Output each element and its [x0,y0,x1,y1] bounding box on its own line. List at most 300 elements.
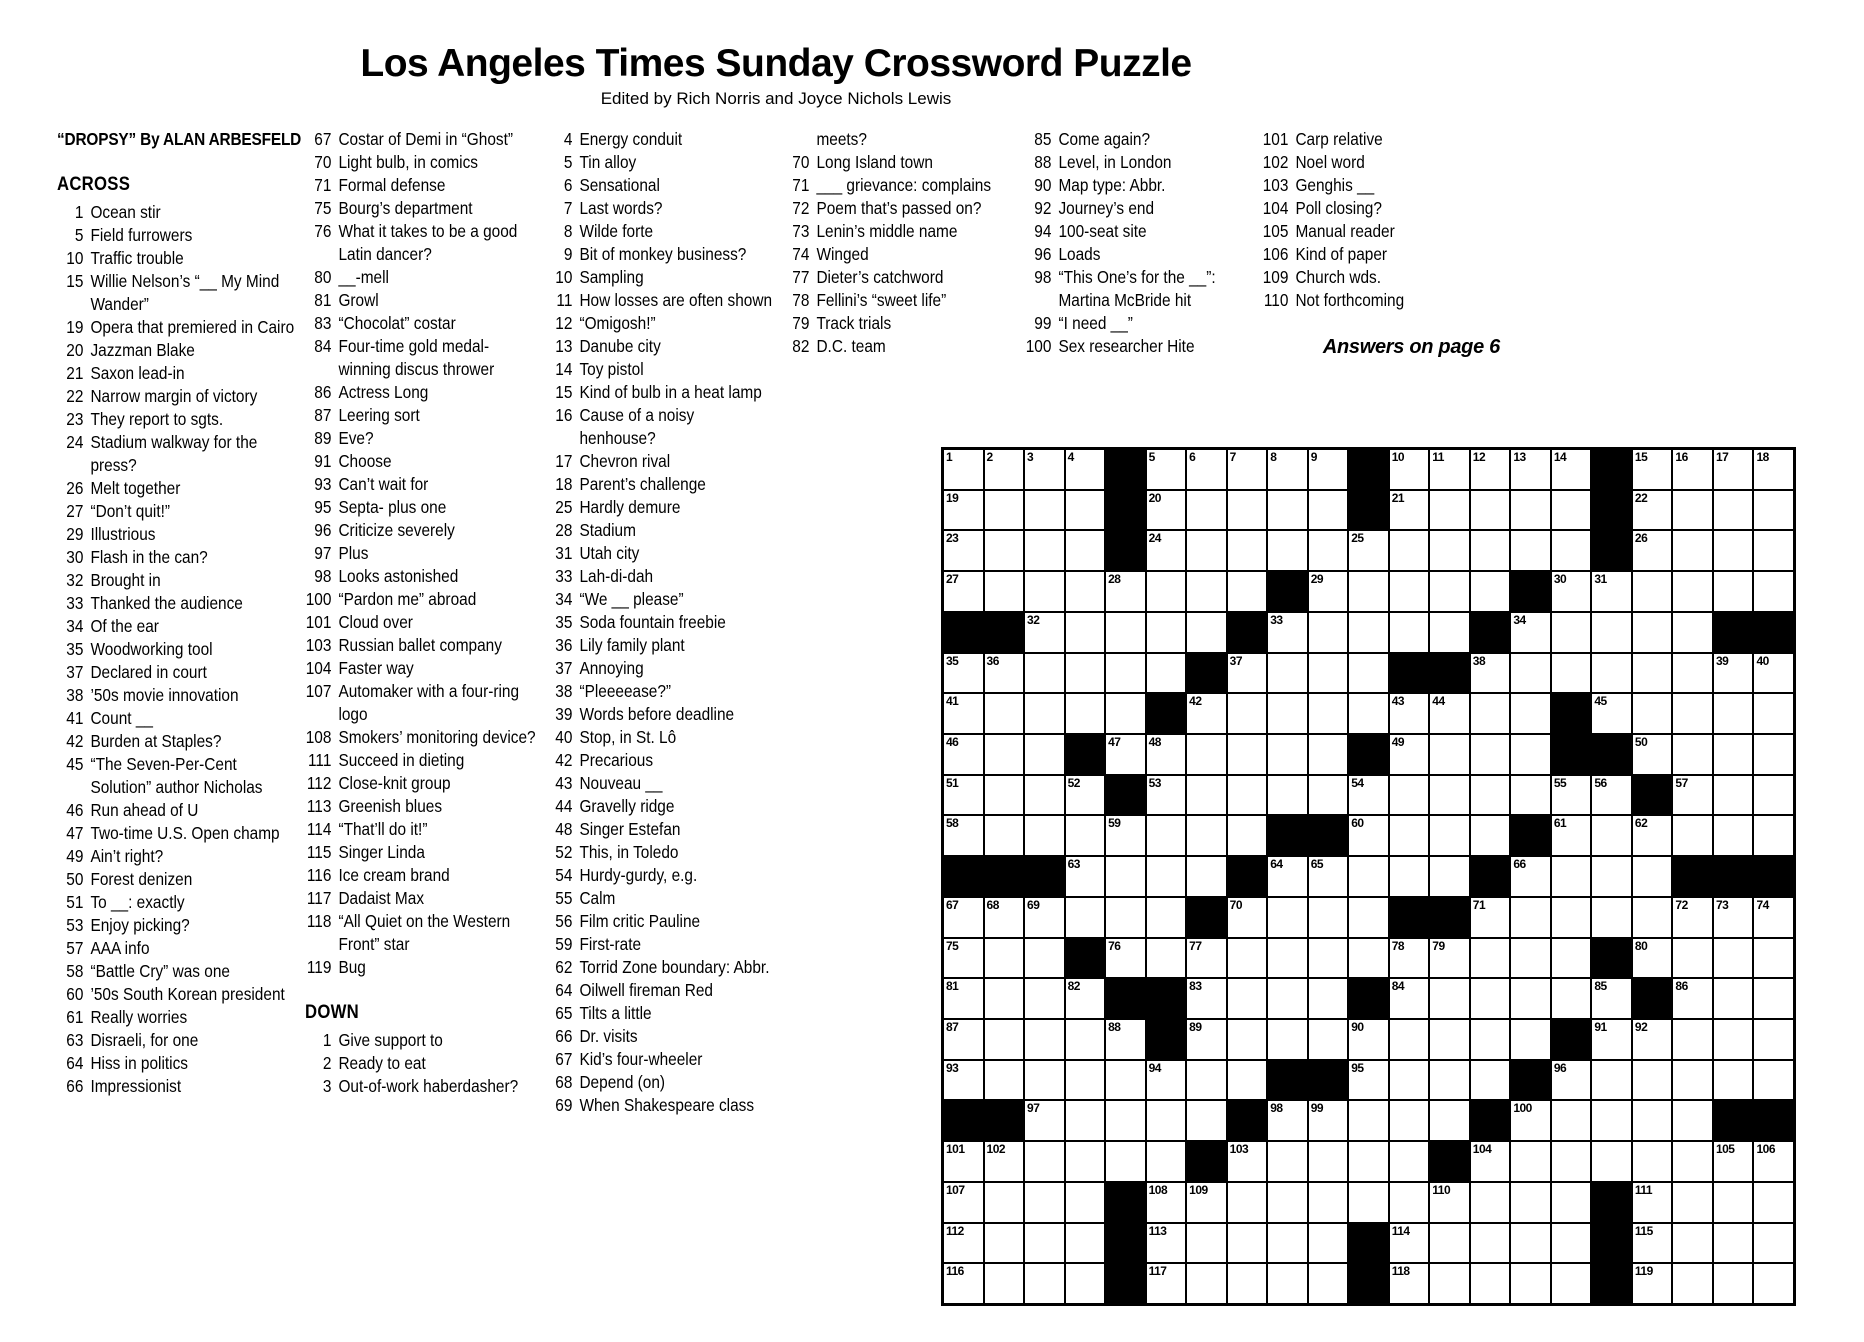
grid-cell[interactable] [1552,1142,1591,1181]
grid-cell[interactable] [1471,1264,1510,1303]
grid-cell[interactable] [1552,1264,1591,1303]
grid-cell[interactable] [1430,816,1469,855]
grid-cell[interactable] [1633,939,1672,978]
grid-cell[interactable] [1268,1224,1307,1263]
grid-cell[interactable] [1673,1183,1712,1222]
grid-cell[interactable] [1349,531,1388,570]
grid-cell[interactable] [1471,898,1510,937]
grid-cell[interactable] [1309,1264,1348,1303]
grid-cell[interactable] [1673,694,1712,733]
grid-cell[interactable] [944,1183,983,1222]
grid-cell[interactable] [1349,1142,1388,1181]
grid-cell[interactable] [1106,654,1145,693]
grid-cell[interactable] [1309,898,1348,937]
grid-cell[interactable] [1430,1264,1469,1303]
grid-cell[interactable] [1754,1183,1793,1222]
grid-cell[interactable] [1147,1224,1186,1263]
grid-cell[interactable] [1592,1020,1631,1059]
grid-cell[interactable] [1471,776,1510,815]
grid-cell[interactable] [1268,1142,1307,1181]
grid-cell[interactable] [1147,450,1186,489]
grid-cell[interactable] [1552,531,1591,570]
grid-cell[interactable] [1390,979,1429,1018]
grid-cell[interactable] [1025,613,1064,652]
grid-cell[interactable] [1430,1101,1469,1140]
grid-cell[interactable] [1187,1224,1226,1263]
grid-cell[interactable] [1430,979,1469,1018]
grid-cell[interactable] [1471,1224,1510,1263]
grid-cell[interactable] [1309,450,1348,489]
grid-cell[interactable] [1066,898,1105,937]
grid-cell[interactable] [1592,572,1631,611]
grid-cell[interactable] [1147,776,1186,815]
grid-cell[interactable] [1673,1061,1712,1100]
grid-cell[interactable] [1349,939,1388,978]
grid-cell[interactable] [1471,939,1510,978]
grid-cell[interactable] [1349,654,1388,693]
grid-cell[interactable] [1430,613,1469,652]
grid-cell[interactable] [1106,1061,1145,1100]
grid-cell[interactable] [1471,979,1510,1018]
grid-cell[interactable] [1673,654,1712,693]
grid-cell[interactable] [1592,898,1631,937]
grid-cell[interactable] [1349,572,1388,611]
grid-cell[interactable] [1147,531,1186,570]
grid-cell[interactable] [1106,613,1145,652]
grid-cell[interactable] [1147,939,1186,978]
grid-cell[interactable] [985,735,1024,774]
grid-cell[interactable] [1754,898,1793,937]
grid-cell[interactable] [1714,654,1753,693]
grid-cell[interactable] [1025,816,1064,855]
grid-cell[interactable] [1147,1142,1186,1181]
grid-cell[interactable] [1592,1142,1631,1181]
grid-cell[interactable] [1673,1020,1712,1059]
grid-cell[interactable] [1552,857,1591,896]
grid-cell[interactable] [1714,1142,1753,1181]
grid-cell[interactable] [1511,1183,1550,1222]
grid-cell[interactable] [944,939,983,978]
grid-cell[interactable] [1754,694,1793,733]
grid-cell[interactable] [944,531,983,570]
grid-cell[interactable] [1268,939,1307,978]
grid-cell[interactable] [1025,450,1064,489]
grid-cell[interactable] [1754,816,1793,855]
grid-cell[interactable] [1754,531,1793,570]
grid-cell[interactable] [1025,939,1064,978]
grid-cell[interactable] [1471,816,1510,855]
grid-cell[interactable] [1754,491,1793,530]
grid-cell[interactable] [1066,1183,1105,1222]
grid-cell[interactable] [1430,776,1469,815]
grid-cell[interactable] [1309,979,1348,1018]
grid-cell[interactable] [1309,1142,1348,1181]
grid-cell[interactable] [1349,857,1388,896]
grid-cell[interactable] [1390,694,1429,733]
grid-cell[interactable] [1633,1061,1672,1100]
grid-cell[interactable] [1187,939,1226,978]
grid-cell[interactable] [1754,939,1793,978]
grid-cell[interactable] [1228,776,1267,815]
grid-cell[interactable] [1673,979,1712,1018]
grid-cell[interactable] [1066,491,1105,530]
grid-cell[interactable] [1673,491,1712,530]
grid-cell[interactable] [1511,654,1550,693]
grid-cell[interactable] [1633,735,1672,774]
grid-cell[interactable] [1511,613,1550,652]
grid-cell[interactable] [1633,1101,1672,1140]
grid-cell[interactable] [1754,1142,1793,1181]
grid-cell[interactable] [1673,1101,1712,1140]
grid-cell[interactable] [1633,898,1672,937]
grid-cell[interactable] [1754,735,1793,774]
grid-cell[interactable] [1471,735,1510,774]
grid-cell[interactable] [1714,694,1753,733]
grid-cell[interactable] [1633,450,1672,489]
grid-cell[interactable] [1309,939,1348,978]
grid-cell[interactable] [1066,654,1105,693]
grid-cell[interactable] [1633,654,1672,693]
grid-cell[interactable] [1673,572,1712,611]
grid-cell[interactable] [985,1020,1024,1059]
grid-cell[interactable] [1268,491,1307,530]
grid-cell[interactable] [1268,735,1307,774]
grid-cell[interactable] [1592,857,1631,896]
grid-cell[interactable] [944,694,983,733]
grid-cell[interactable] [1471,572,1510,611]
grid-cell[interactable] [1714,531,1753,570]
grid-cell[interactable] [1025,572,1064,611]
grid-cell[interactable] [1592,1061,1631,1100]
grid-cell[interactable] [1754,654,1793,693]
grid-cell[interactable] [1147,1264,1186,1303]
grid-cell[interactable] [1552,776,1591,815]
grid-cell[interactable] [1228,572,1267,611]
grid-cell[interactable] [1066,1101,1105,1140]
grid-cell[interactable] [1552,450,1591,489]
grid-cell[interactable] [1066,857,1105,896]
grid-cell[interactable] [1633,572,1672,611]
grid-cell[interactable] [1268,857,1307,896]
grid-cell[interactable] [1106,1101,1145,1140]
grid-cell[interactable] [1471,531,1510,570]
grid-cell[interactable] [1106,816,1145,855]
grid-cell[interactable] [1106,572,1145,611]
grid-cell[interactable] [1552,491,1591,530]
grid-cell[interactable] [1673,898,1712,937]
grid-cell[interactable] [1511,898,1550,937]
grid-cell[interactable] [1187,531,1226,570]
grid-cell[interactable] [1714,1020,1753,1059]
grid-cell[interactable] [1147,491,1186,530]
grid-cell[interactable] [1147,1101,1186,1140]
grid-cell[interactable] [1228,816,1267,855]
grid-cell[interactable] [1268,1101,1307,1140]
grid-cell[interactable] [1066,1020,1105,1059]
grid-cell[interactable] [1390,1142,1429,1181]
grid-cell[interactable] [944,979,983,1018]
grid-cell[interactable] [1714,1264,1753,1303]
grid-cell[interactable] [1430,531,1469,570]
grid-cell[interactable] [1673,776,1712,815]
grid-cell[interactable] [1633,531,1672,570]
grid-cell[interactable] [1714,898,1753,937]
grid-cell[interactable] [1714,776,1753,815]
grid-cell[interactable] [985,776,1024,815]
grid-cell[interactable] [1714,1224,1753,1263]
grid-cell[interactable] [1592,654,1631,693]
grid-cell[interactable] [1268,1020,1307,1059]
grid-cell[interactable] [944,1142,983,1181]
grid-cell[interactable] [1511,735,1550,774]
grid-cell[interactable] [1187,1264,1226,1303]
grid-cell[interactable] [944,816,983,855]
grid-cell[interactable] [1714,572,1753,611]
grid-cell[interactable] [1025,1264,1064,1303]
grid-cell[interactable] [1673,613,1712,652]
grid-cell[interactable] [1430,1020,1469,1059]
grid-cell[interactable] [1390,857,1429,896]
grid-cell[interactable] [1511,1142,1550,1181]
grid-cell[interactable] [1228,1264,1267,1303]
grid-cell[interactable] [1187,1101,1226,1140]
grid-cell[interactable] [1471,1020,1510,1059]
grid-cell[interactable] [1228,654,1267,693]
grid-cell[interactable] [1147,1061,1186,1100]
grid-cell[interactable] [1349,1101,1388,1140]
grid-cell[interactable] [1349,694,1388,733]
grid-cell[interactable] [1592,1101,1631,1140]
grid-cell[interactable] [1147,735,1186,774]
grid-cell[interactable] [1390,572,1429,611]
grid-cell[interactable] [1066,531,1105,570]
grid-cell[interactable] [1268,1183,1307,1222]
grid-cell[interactable] [1511,694,1550,733]
grid-cell[interactable] [944,572,983,611]
grid-cell[interactable] [1511,1020,1550,1059]
grid-cell[interactable] [1511,450,1550,489]
grid-cell[interactable] [1511,531,1550,570]
grid-cell[interactable] [1714,939,1753,978]
grid-cell[interactable] [1390,491,1429,530]
grid-cell[interactable] [1511,939,1550,978]
grid-cell[interactable] [1471,654,1510,693]
grid-cell[interactable] [1390,1101,1429,1140]
grid-cell[interactable] [1633,816,1672,855]
grid-cell[interactable] [1025,898,1064,937]
grid-cell[interactable] [1390,613,1429,652]
grid-cell[interactable] [985,531,1024,570]
grid-cell[interactable] [1714,979,1753,1018]
grid-cell[interactable] [1309,776,1348,815]
grid-cell[interactable] [1390,1020,1429,1059]
grid-cell[interactable] [1187,1183,1226,1222]
grid-cell[interactable] [1349,776,1388,815]
grid-cell[interactable] [1552,979,1591,1018]
grid-cell[interactable] [1025,1142,1064,1181]
grid-cell[interactable] [1349,898,1388,937]
grid-cell[interactable] [1471,450,1510,489]
grid-cell[interactable] [1187,694,1226,733]
grid-cell[interactable] [1147,898,1186,937]
grid-cell[interactable] [1511,1224,1550,1263]
grid-cell[interactable] [1106,1142,1145,1181]
grid-cell[interactable] [1228,1224,1267,1263]
grid-cell[interactable] [985,1264,1024,1303]
grid-cell[interactable] [1390,1264,1429,1303]
grid-cell[interactable] [1754,1020,1793,1059]
grid-cell[interactable] [1511,979,1550,1018]
grid-cell[interactable] [1673,450,1712,489]
grid-cell[interactable] [1714,816,1753,855]
grid-cell[interactable] [1187,776,1226,815]
grid-cell[interactable] [1552,613,1591,652]
grid-cell[interactable] [1511,1101,1550,1140]
grid-cell[interactable] [1066,694,1105,733]
grid-cell[interactable] [1309,1224,1348,1263]
grid-cell[interactable] [1025,1061,1064,1100]
grid-cell[interactable] [1066,1264,1105,1303]
grid-cell[interactable] [985,1183,1024,1222]
grid-cell[interactable] [1714,450,1753,489]
grid-cell[interactable] [1633,857,1672,896]
grid-cell[interactable] [1430,1183,1469,1222]
grid-cell[interactable] [1228,1142,1267,1181]
grid-cell[interactable] [1673,1224,1712,1263]
grid-cell[interactable] [1066,776,1105,815]
grid-cell[interactable] [1390,1183,1429,1222]
grid-cell[interactable] [1552,1061,1591,1100]
grid-cell[interactable] [1673,735,1712,774]
grid-cell[interactable] [1430,694,1469,733]
grid-cell[interactable] [1228,450,1267,489]
grid-cell[interactable] [1025,1224,1064,1263]
grid-cell[interactable] [1066,1142,1105,1181]
grid-cell[interactable] [1268,694,1307,733]
grid-cell[interactable] [1187,1020,1226,1059]
grid-cell[interactable] [1430,1224,1469,1263]
grid-cell[interactable] [1066,572,1105,611]
grid-cell[interactable] [1390,816,1429,855]
grid-cell[interactable] [1228,1061,1267,1100]
grid-cell[interactable] [1187,816,1226,855]
grid-cell[interactable] [1633,1264,1672,1303]
grid-cell[interactable] [1187,1061,1226,1100]
grid-cell[interactable] [1349,1183,1388,1222]
grid-cell[interactable] [1430,735,1469,774]
grid-cell[interactable] [944,1264,983,1303]
grid-cell[interactable] [1106,1020,1145,1059]
grid-cell[interactable] [985,491,1024,530]
grid-cell[interactable] [1673,1142,1712,1181]
grid-cell[interactable] [1633,1183,1672,1222]
grid-cell[interactable] [985,898,1024,937]
grid-cell[interactable] [985,572,1024,611]
grid-cell[interactable] [1147,654,1186,693]
grid-cell[interactable] [1106,735,1145,774]
grid-cell[interactable] [1187,735,1226,774]
grid-cell[interactable] [1147,572,1186,611]
grid-cell[interactable] [1309,694,1348,733]
grid-cell[interactable] [1471,1142,1510,1181]
grid-cell[interactable] [1390,735,1429,774]
grid-cell[interactable] [1268,898,1307,937]
grid-cell[interactable] [1754,979,1793,1018]
grid-cell[interactable] [1066,1224,1105,1263]
grid-cell[interactable] [1106,694,1145,733]
grid-cell[interactable] [1754,450,1793,489]
grid-cell[interactable] [1309,735,1348,774]
grid-cell[interactable] [1309,531,1348,570]
grid-cell[interactable] [1673,1264,1712,1303]
grid-cell[interactable] [1552,1224,1591,1263]
grid-cell[interactable] [1430,939,1469,978]
grid-cell[interactable] [1309,1183,1348,1222]
grid-cell[interactable] [944,1224,983,1263]
grid-cell[interactable] [1228,939,1267,978]
grid-cell[interactable] [1754,1061,1793,1100]
grid-cell[interactable] [1390,531,1429,570]
grid-cell[interactable] [1106,857,1145,896]
grid-cell[interactable] [1349,1061,1388,1100]
grid-cell[interactable] [1187,979,1226,1018]
grid-cell[interactable] [1025,979,1064,1018]
grid-cell[interactable] [1430,572,1469,611]
grid-cell[interactable] [1633,1020,1672,1059]
grid-cell[interactable] [1349,613,1388,652]
grid-cell[interactable] [1592,816,1631,855]
grid-cell[interactable] [1714,1183,1753,1222]
grid-cell[interactable] [944,735,983,774]
grid-cell[interactable] [1309,491,1348,530]
grid-cell[interactable] [1714,735,1753,774]
grid-cell[interactable] [1349,816,1388,855]
grid-cell[interactable] [1268,531,1307,570]
grid-cell[interactable] [1714,491,1753,530]
grid-cell[interactable] [1471,1183,1510,1222]
grid-cell[interactable] [1390,450,1429,489]
grid-cell[interactable] [944,654,983,693]
grid-cell[interactable] [1754,1264,1793,1303]
grid-cell[interactable] [1390,776,1429,815]
grid-cell[interactable] [1228,898,1267,937]
grid-cell[interactable] [1592,979,1631,1018]
grid-cell[interactable] [1633,491,1672,530]
grid-cell[interactable] [1268,776,1307,815]
grid-cell[interactable] [1552,572,1591,611]
grid-cell[interactable] [1754,572,1793,611]
grid-cell[interactable] [1025,776,1064,815]
grid-cell[interactable] [1390,939,1429,978]
grid-cell[interactable] [1025,694,1064,733]
grid-cell[interactable] [1066,450,1105,489]
grid-cell[interactable] [1268,1264,1307,1303]
grid-cell[interactable] [1511,776,1550,815]
grid-cell[interactable] [1430,450,1469,489]
grid-cell[interactable] [985,1142,1024,1181]
grid-cell[interactable] [1025,1183,1064,1222]
grid-cell[interactable] [1430,1061,1469,1100]
grid-cell[interactable] [1025,1101,1064,1140]
grid-cell[interactable] [1309,572,1348,611]
grid-cell[interactable] [1471,1061,1510,1100]
grid-cell[interactable] [985,450,1024,489]
grid-cell[interactable] [1228,1020,1267,1059]
grid-cell[interactable] [1187,491,1226,530]
grid-cell[interactable] [1309,654,1348,693]
grid-cell[interactable] [1309,1101,1348,1140]
grid-cell[interactable] [1309,1020,1348,1059]
